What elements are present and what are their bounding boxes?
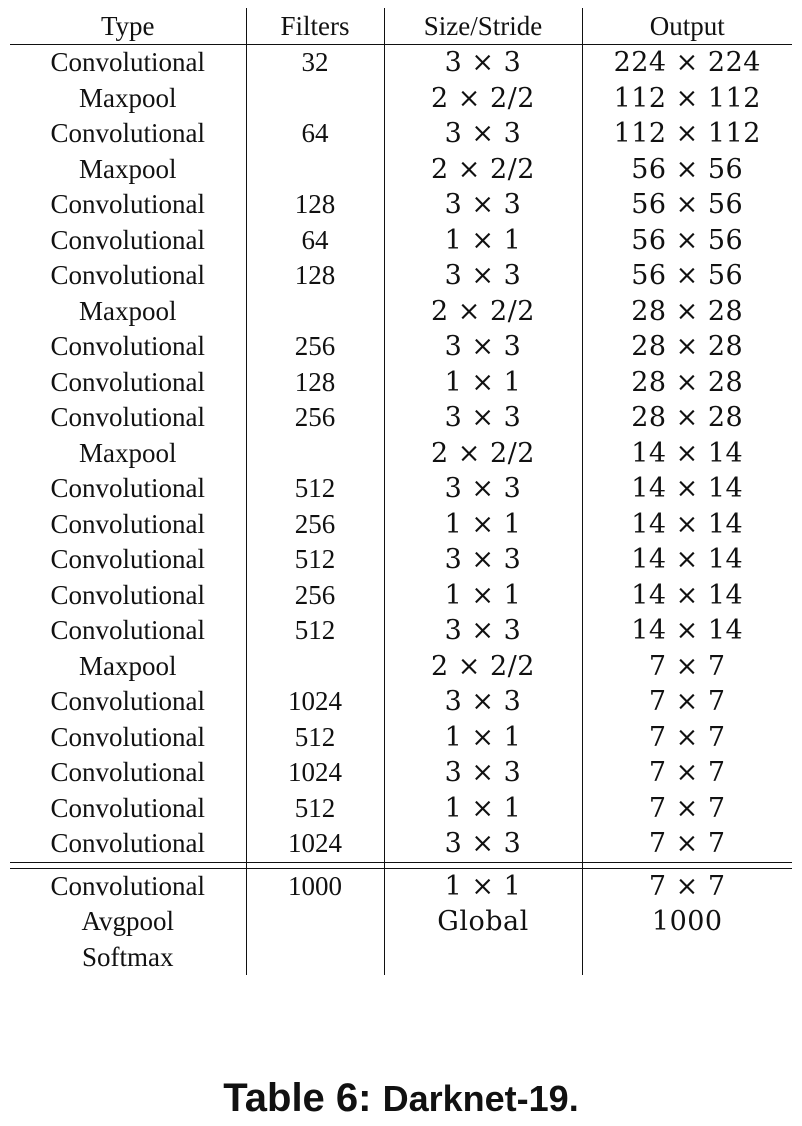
cell-type: Convolutional xyxy=(50,47,205,77)
cell-size-stride: 1 × 1 xyxy=(384,365,582,401)
cell-filters xyxy=(246,152,384,188)
table-caption xyxy=(0,1072,802,1125)
cell-type: Convolutional xyxy=(50,579,205,610)
cell-type: Convolutional xyxy=(50,331,205,361)
cell-size-stride: 3 × 3 xyxy=(384,329,582,365)
header-size-stride: Size/Stride xyxy=(384,8,582,45)
cell-filters: 256 xyxy=(246,578,384,614)
table-row xyxy=(10,187,792,223)
cell-filters xyxy=(246,940,384,976)
cell-output: 56 × 56 xyxy=(582,258,792,294)
table-row xyxy=(10,294,792,330)
cell-type: Maxpool xyxy=(79,82,177,113)
caption-text: Darknet-19. xyxy=(382,1078,579,1119)
table-row xyxy=(10,904,792,940)
cell-type: Convolutional xyxy=(10,826,246,862)
cell-type: Convolutional xyxy=(50,260,205,290)
table-header xyxy=(10,8,792,45)
cell-type: Softmax xyxy=(82,941,174,972)
cell-output: 56 × 56 xyxy=(582,223,792,259)
cell-type: Convolutional xyxy=(50,544,205,574)
cell-size-stride: 1 × 1 xyxy=(384,720,582,756)
cell-filters: 256 xyxy=(246,400,384,436)
cell-size-stride: 3 × 3 xyxy=(384,684,582,720)
cell-output: 56 × 56 xyxy=(582,152,792,188)
cell-size-stride: 1 × 1 xyxy=(384,223,582,259)
cell-type: Convolutional xyxy=(50,686,205,716)
cell-filters: 1024 xyxy=(246,826,384,862)
cell-filters xyxy=(246,649,384,685)
cell-filters xyxy=(246,294,384,330)
table-row xyxy=(10,826,792,862)
cell-filters: 512 xyxy=(246,471,384,507)
cell-filters xyxy=(246,904,384,940)
cell-output: 28 × 28 xyxy=(582,329,792,365)
cell-size-stride: 2 × 2/2 xyxy=(384,436,582,472)
cell-size-stride: 3 × 3 xyxy=(384,826,582,862)
cell-size-stride: 1 × 1 xyxy=(384,791,582,827)
cell-size-stride: 3 × 3 xyxy=(384,613,582,649)
cell-output: 7 × 7 xyxy=(582,649,792,685)
cell-type: Convolutional xyxy=(50,366,205,397)
cell-filters: 64 xyxy=(246,116,384,152)
header-filters: Filters xyxy=(246,8,384,45)
cell-type: Convolutional xyxy=(50,189,205,219)
cell-output: 28 × 28 xyxy=(582,400,792,436)
table-row xyxy=(10,223,792,259)
table-body-final xyxy=(10,862,792,975)
cell-type: Maxpool xyxy=(79,650,177,681)
caption-label: Table 6: xyxy=(223,1076,372,1120)
cell-size-stride: 3 × 3 xyxy=(384,258,582,294)
cell-size-stride: 2 × 2/2 xyxy=(384,152,582,188)
table-row xyxy=(10,542,792,578)
table-row xyxy=(10,400,792,436)
cell-size-stride: 3 × 3 xyxy=(384,400,582,436)
cell-filters xyxy=(246,81,384,117)
cell-output: 7 × 7 xyxy=(582,755,792,791)
header-output: Output xyxy=(582,8,792,45)
cell-type: Convolutional xyxy=(50,118,205,148)
header-type: Type xyxy=(10,8,246,45)
cell-type: Maxpool xyxy=(79,153,177,184)
table-row xyxy=(10,116,792,152)
cell-output: 7 × 7 xyxy=(582,868,792,904)
cell-output: 7 × 7 xyxy=(582,791,792,827)
cell-type: Convolutional xyxy=(50,224,205,255)
cell-output: 14 × 14 xyxy=(582,613,792,649)
cell-filters: 512 xyxy=(246,791,384,827)
table-row xyxy=(10,81,792,117)
cell-size-stride: 1 × 1 xyxy=(384,507,582,543)
cell-output: 14 × 14 xyxy=(582,578,792,614)
table-row xyxy=(10,649,792,685)
cell-filters: 1024 xyxy=(246,755,384,791)
darknet-table-container xyxy=(10,8,792,975)
cell-filters: 128 xyxy=(246,258,384,294)
cell-size-stride: 3 × 3 xyxy=(384,471,582,507)
cell-size-stride: 3 × 3 xyxy=(384,116,582,152)
cell-output: 28 × 28 xyxy=(582,365,792,401)
cell-type: Convolutional xyxy=(50,757,205,787)
cell-output: 14 × 14 xyxy=(582,542,792,578)
cell-output xyxy=(582,940,792,976)
cell-type: Avgpool xyxy=(81,906,174,936)
table-row xyxy=(10,152,792,188)
cell-filters: 128 xyxy=(246,365,384,401)
table-row xyxy=(10,365,792,401)
cell-filters: 1024 xyxy=(246,684,384,720)
cell-output: 1000 xyxy=(582,904,792,940)
cell-output: 112 × 112 xyxy=(582,116,792,152)
cell-filters xyxy=(246,436,384,472)
table-row xyxy=(10,868,792,904)
table-row xyxy=(10,471,792,507)
cell-filters: 512 xyxy=(246,613,384,649)
cell-type: Convolutional xyxy=(50,615,205,645)
table-body-main xyxy=(10,45,792,863)
cell-size-stride xyxy=(384,940,582,976)
cell-type: Convolutional xyxy=(50,473,205,503)
header-row xyxy=(10,8,792,45)
cell-size-stride: 1 × 1 xyxy=(384,868,582,904)
cell-output: 14 × 14 xyxy=(582,436,792,472)
cell-type: Convolutional xyxy=(50,402,205,432)
cell-output: 224 × 224 xyxy=(582,45,792,81)
cell-output: 112 × 112 xyxy=(582,81,792,117)
cell-output: 7 × 7 xyxy=(582,684,792,720)
table-row xyxy=(10,755,792,791)
table-row xyxy=(10,436,792,472)
table-row xyxy=(10,940,792,976)
cell-filters: 512 xyxy=(246,542,384,578)
cell-type: Convolutional xyxy=(50,721,205,752)
cell-filters: 1000 xyxy=(246,868,384,904)
cell-output: 28 × 28 xyxy=(582,294,792,330)
cell-type: Maxpool xyxy=(79,437,177,468)
table-row xyxy=(10,791,792,827)
cell-size-stride: 1 × 1 xyxy=(384,578,582,614)
table-row xyxy=(10,45,792,81)
cell-output: 7 × 7 xyxy=(582,720,792,756)
cell-type: Convolutional xyxy=(50,870,205,901)
cell-filters: 128 xyxy=(246,187,384,223)
table-row xyxy=(10,329,792,365)
cell-size-stride: 3 × 3 xyxy=(384,45,582,81)
cell-filters: 256 xyxy=(246,329,384,365)
cell-filters: 64 xyxy=(246,223,384,259)
cell-type: Convolutional xyxy=(50,508,205,539)
table-row xyxy=(10,684,792,720)
table-row xyxy=(10,507,792,543)
cell-size-stride: 2 × 2/2 xyxy=(384,649,582,685)
cell-filters: 256 xyxy=(246,507,384,543)
table-row xyxy=(10,258,792,294)
table-row xyxy=(10,613,792,649)
cell-size-stride: 2 × 2/2 xyxy=(384,294,582,330)
cell-size-stride: 3 × 3 xyxy=(384,755,582,791)
cell-size-stride: 2 × 2/2 xyxy=(384,81,582,117)
table-row xyxy=(10,578,792,614)
cell-output: 7 × 7 xyxy=(582,826,792,862)
cell-type: Maxpool xyxy=(79,295,177,326)
cell-filters: 32 xyxy=(246,45,384,81)
cell-output: 14 × 14 xyxy=(582,507,792,543)
cell-size-stride: 3 × 3 xyxy=(384,542,582,578)
table-row xyxy=(10,720,792,756)
cell-size-stride: Global xyxy=(384,904,582,940)
cell-filters: 512 xyxy=(246,720,384,756)
cell-output: 14 × 14 xyxy=(582,471,792,507)
cell-type: Convolutional xyxy=(50,792,205,823)
cell-size-stride: 3 × 3 xyxy=(384,187,582,223)
darknet-19-table xyxy=(10,8,792,975)
cell-output: 56 × 56 xyxy=(582,187,792,223)
